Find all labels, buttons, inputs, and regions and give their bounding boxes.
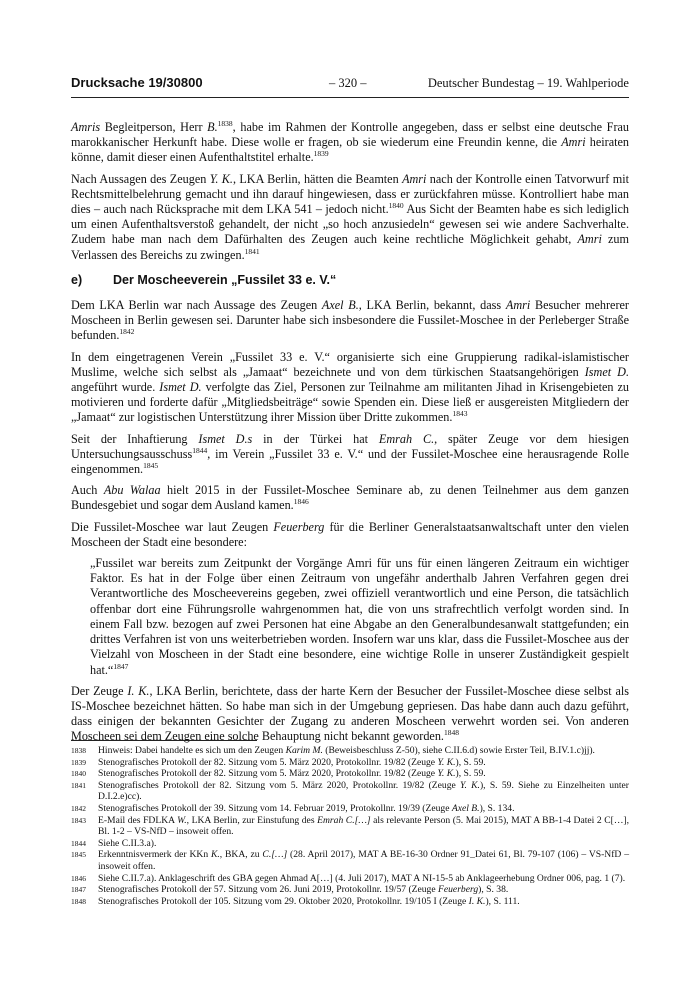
paragraph: Seit der Inhaftierung Ismet D.s in der Türkei hat Emrah C., später Zeuge vor dem hiesigen Untersuchungsausschuss$^{1844}$, im Verein „Fussilet 33 e. V.“ und der Fussilet-Moschee eine herausragende Rolle eingenommen.$^{1845}$ xyxy=(71,431,629,477)
footnote-ref: 1844 xyxy=(192,445,208,455)
paragraph: Auch Abu Walaa hielt 2015 in der Fussilet-Moschee Seminare ab, zu denen Teilnehmer aus dem ganzen Bundesgebiet und sogar dem Ausland kamen.$^{1846}$ xyxy=(71,483,629,513)
paragraph: Dem LKA Berlin war nach Aussage des Zeugen Axel B., LKA Berlin, bekannt, dass Amri Besucher mehrerer Moscheen in Berlin gewesen sei. Darunter habe sich insbesondere die Fussilet-Moschee in der Perleberger Straße befunden.$^{1842}$ xyxy=(71,298,629,343)
footnote-ref: 1843 xyxy=(452,409,468,419)
paragraph: Die Fussilet-Moschee war laut Zeugen Feuerberg für die Berliner Generalstaatsanwaltschaft unter den vielen Moscheen der Stadt eine besondere: xyxy=(71,519,629,549)
footnote-ref: 1842 xyxy=(119,327,135,337)
footnote: 1848 Stenografisches Protokoll der 105. Sitzung vom 29. Oktober 2020, Protokollnr. 19/105 I (Zeuge I. K.), S. 111. xyxy=(71,895,520,907)
footnote-ref: 1840 xyxy=(388,200,404,210)
document-body xyxy=(71,120,629,751)
footnote: 1846 Siehe C.II.7.a). Anklageschrift des GBA gegen Ahmad A[…] (4. Juli 2017), MAT A NI-15-5 ab Anklageerhebung Ordner 006, pag. 1 (7). xyxy=(71,872,626,884)
drucksache-number: Drucksache 19/30800 xyxy=(71,75,203,90)
page-header xyxy=(71,75,629,98)
parliament-label: Deutscher Bundestag – 19. Wahlperiode xyxy=(427,76,629,90)
footnote: 1838 Hinweis: Dabei handelte es sich um den Zeugen Karim M. (Beweisbeschluss Z-50), siehe C.II.6.d) sowie Erster Teil, B.IV.1.c)jj). xyxy=(71,745,595,756)
footnote-ref: 1845 xyxy=(143,461,159,470)
footnote: 1841 Stenografisches Protokoll der 82. Sitzung vom 5. März 2020, Protokollnr. 19/82 (Zeuge Y. K.), S. 59. Siehe zu Einzelheiten unter D.I.2.e)cc). xyxy=(71,779,629,803)
page-number: – 320 – xyxy=(329,76,367,90)
footnote: 1847 Stenografisches Protokoll der 57. Sitzung vom 26. Juni 2019, Protokollnr. 19/57 (Zeuge Feuerberg), S. 38. xyxy=(71,884,509,896)
footnote: 1844 Siehe C.II.3.a). xyxy=(71,837,157,849)
footnote-ref: 1841 xyxy=(244,246,260,256)
paragraph: Nach Aussagen des Zeugen Y. K., LKA Berlin, hätten die Beamten Amri nach der Kontrolle einen Tatvorwurf mit Rechtsmittelbelehrung gemacht und ihn darauf hingewiesen, dass er zurückfahren müsse. Kontrolliert habe man dies – auch nach Rücksprache mit dem LKA 541 – jedoch nicht.$^{1840}$ Aus Sicht der Beamten habe es sich lediglich um einen Aufenthaltsverstoß gehandelt, der nicht „so hoch anzusiedeln“ gewesen sei wie andere Sachverhalte. Zudem habe man nach dem Dafürhalten des Zeugen auch keine rechtliche Möglichkeit gehabt, Amri zum Verlassen des Bereichs zu zwingen.$^{1841}$ xyxy=(71,171,629,262)
footnote-ref: 1846 xyxy=(293,497,309,507)
footnote-divider xyxy=(71,740,257,741)
footnote: 1845 Erkenntnisvermerk der KKn K., BKA, zu C.[…] (28. April 2017), MAT A BE-16-30 Ordner 91_Datei 61, Bl. 79-107 (106) – VS-NfD – insoweit offen. xyxy=(71,849,629,872)
footnote-ref: 1839 xyxy=(313,149,329,159)
footnote: 1842 Stenografisches Protokoll der 39. Sitzung vom 14. Februar 2019, Protokollnr. 19/39 (Zeuge Axel B.), S. 134. xyxy=(71,802,515,814)
block-quote: „Fussilet war bereits zum Zeitpunkt der Vorgänge Amri für uns für einen längeren Zeitraum ein wichtiger Faktor. Es hat in der Folge über einen Zeitraum von ungefähr anderthalb Jahren Verfahren gegen drei Verantwortliche des Moscheevereins gegeben, zwei offiziell verantwortlich und eine Person, die tatsächlich offenbar dort eine Führungsrolle wahrgenommen hat, die von uns strafrechtlich verfolgt worden sind. In einem Fall bzw. bezogen auf zwei Personen hat eine Abgabe an den Generalbundesanwalt stattgefunden; ein drittes Verfahren ist von uns weiterbetrieben worden. Insofern war uns klar, dass die Fussilet-Moschee aus der Vielzahl von Moscheen in der Stadt eine besondere, eine wichtige Rolle in unserer Zuständigkeit gespielt hat.“$^{1847}$ xyxy=(90,556,629,677)
footnote-ref: 1848 xyxy=(443,728,459,738)
paragraph: In dem eingetragenen Verein „Fussilet 33 e. V.“ organisierte sich eine Gruppierung radikal-islamistischer Muslime, welche sich selbst als „Jamaat“ bezeichnete und von dem türkischen Staatsangehörigen Ismet D. angeführt wurde. Ismet D. verfolgte das Ziel, Personen zur Teilnahme am militanten Jihad in Krisengebieten zu motivieren und forderte dafür „Mitgliedsbeiträge“ sowie Spenden ein. Diese ließ er ausgereisten Mitgliedern der „Jamaat“ zur logistischen Unterstützung ihrer Mission über Dritte zukommen.$^{1843}$ xyxy=(71,349,630,425)
paragraph: Der Zeuge I. K., LKA Berlin, berichtete, dass der harte Kern der Besucher der Fussilet-Moschee diese selbst als IS-Moschee bezeichnet hätten. So habe man sich in der Umgebung gepriesen. Das habe dann auch dazu geführt, dass einigen der bekannten Gesichter der Zugang zu anderen Moscheen verwehrt worden sei. Von anderen Moscheen sei dem Zeugen eine solche Behauptung nicht bekannt geworden.$^{1848}$ xyxy=(71,683,629,744)
section-heading: e) Der Moscheeverein „Fussilet 33 e. V.“ xyxy=(71,272,337,287)
footnotes xyxy=(71,745,629,907)
footnote: 1843 E-Mail des FDLKA W., LKA Berlin, zur Einstufung des Emrah C.[…] als relevante Person (5. Mai 2015), MAT A BB-1-4 Datei 2 C[…], Bl. 1-2 – VS-NfD – insoweit offen. xyxy=(71,814,630,838)
footnote: 1840 Stenografisches Protokoll der 82. Sitzung vom 5. März 2020, Protokollnr. 19/82 (Zeuge Y. K.), S. 59. xyxy=(71,768,486,780)
paragraph: Amris Begleitperson, Herr B.$^{1838}$, habe im Rahmen der Kontrolle angegeben, dass er selbst eine deutsche Frau marokkanischer Herkunft habe. Diese wolle er fragen, ob sie wiederum eine Freundin kenne, die Amri heiraten könne, damit dieser einen Aufenthaltstitel erhalte.$^{1839}$ xyxy=(71,118,629,165)
footnote-ref: 1838 xyxy=(217,118,233,128)
footnote-ref: 1847 xyxy=(113,661,129,671)
footnote: 1839 Stenografisches Protokoll der 82. Sitzung vom 5. März 2020, Protokollnr. 19/82 (Zeuge Y. K.), S. 59. xyxy=(71,756,486,768)
